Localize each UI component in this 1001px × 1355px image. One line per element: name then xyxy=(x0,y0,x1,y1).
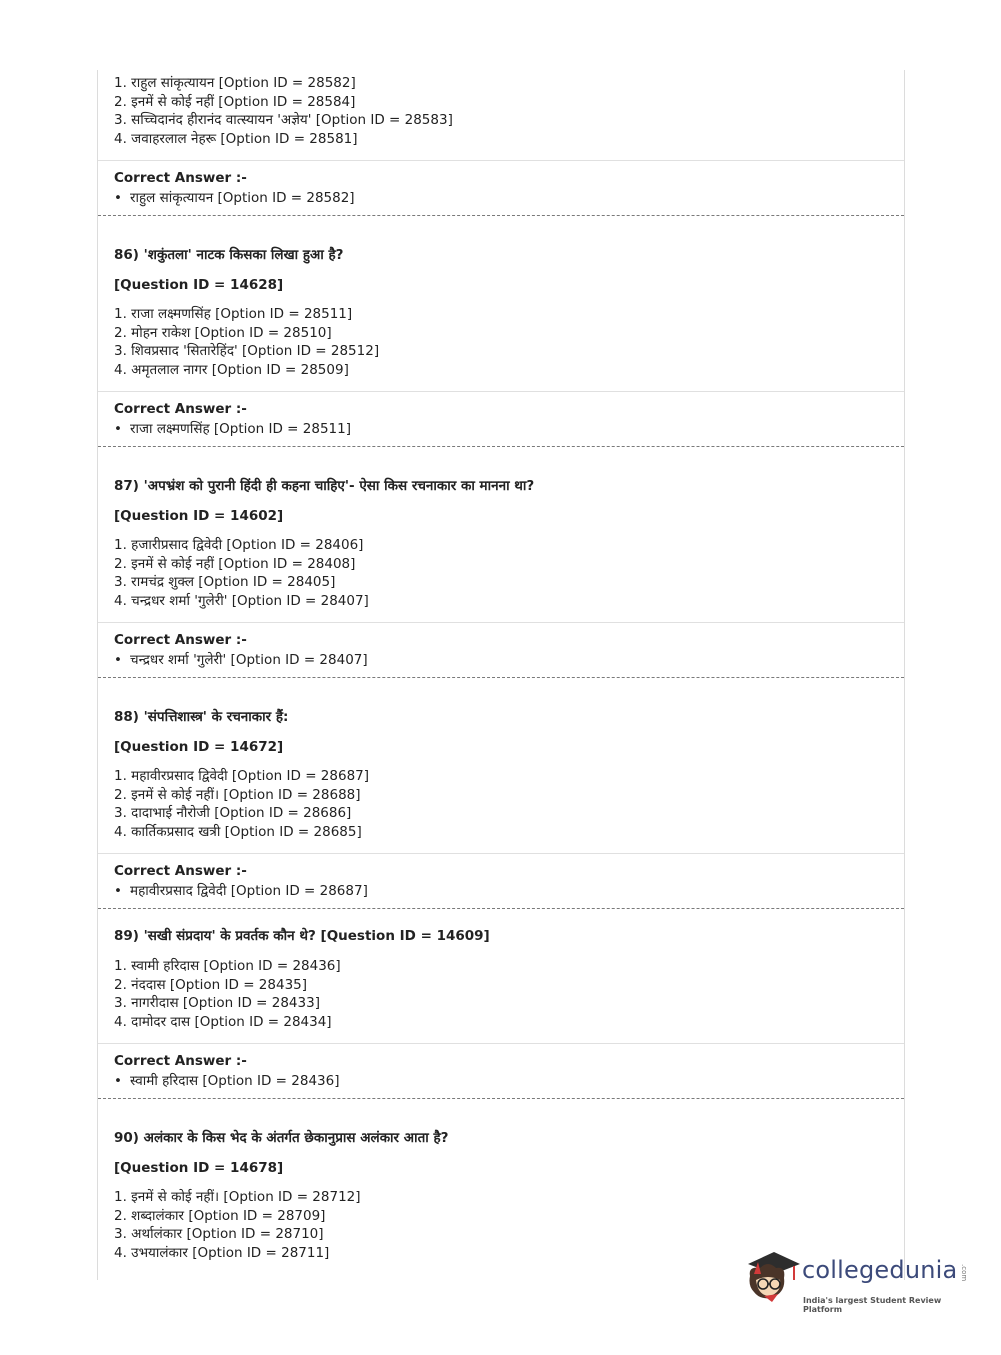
bullet-icon: • xyxy=(114,421,122,437)
option-item: 4. दामोदर दास [Option ID = 28434] xyxy=(114,1013,332,1030)
option-item: 2. इनमें से कोई नहीं [Option ID = 28584] xyxy=(114,93,356,110)
correct-answer-label: Correct Answer :- xyxy=(114,401,247,417)
question-title: 88) 'संपत्तिशास्त्र' के रचनाकार हैं: xyxy=(114,709,289,725)
correct-answer xyxy=(114,882,888,900)
bullet-icon: • xyxy=(114,883,122,899)
question-title: 87) 'अपभ्रंश को पुरानी हिंदी ही कहना चाहिए'- ऐसा किस रचनाकार का मानना था? xyxy=(114,478,535,494)
correct-answer-text: महावीरप्रसाद द्विवेदी [Option ID = 28687] xyxy=(130,883,368,899)
correct-answer-text: राहुल सांकृत्यायन [Option ID = 28582] xyxy=(130,190,355,206)
option-list xyxy=(114,305,888,379)
correct-answer-text: चन्द्रधर शर्मा 'गुलेरी' [Option ID = 28407] xyxy=(130,652,368,668)
option-item: 1. स्वामी हरिदास [Option ID = 28436] xyxy=(114,958,341,974)
option-list xyxy=(114,536,888,610)
option-item: 3. अर्थालंकार [Option ID = 28710] xyxy=(114,1226,324,1242)
correct-answer xyxy=(114,651,888,669)
option-item: 3. शिवप्रसाद 'सितारेहिंद' [Option ID = 28512] xyxy=(114,343,380,359)
correct-answer xyxy=(114,1072,888,1090)
option-item: 4. उभयालंकार [Option ID = 28711] xyxy=(114,1244,330,1261)
correct-answer xyxy=(114,189,888,207)
option-item: 4. अमृतलाल नागर [Option ID = 28509] xyxy=(114,361,349,378)
option-item: 1. इनमें से कोई नहीं। [Option ID = 28712] xyxy=(114,1189,361,1205)
option-item: 2. नंददास [Option ID = 28435] xyxy=(114,976,308,993)
option-item: 3. सच्चिदानंद हीरानंद वात्स्यायन 'अज्ञेय' [Option ID = 28583] xyxy=(114,112,453,128)
option-item: 3. दादाभाई नौरोजी [Option ID = 28686] xyxy=(114,805,352,821)
correct-answer-label: Correct Answer :- xyxy=(114,1053,247,1069)
bullet-icon: • xyxy=(114,1073,122,1089)
correct-answer-text: स्वामी हरिदास [Option ID = 28436] xyxy=(130,1073,340,1089)
correct-answer-text: राजा लक्ष्मणसिंह [Option ID = 28511] xyxy=(130,421,351,437)
option-item: 2. शब्दालंकार [Option ID = 28709] xyxy=(114,1207,326,1224)
document-content xyxy=(98,70,904,1262)
option-item: 4. कार्तिकप्रसाद खत्री [Option ID = 28685] xyxy=(114,823,362,840)
q85-option-list xyxy=(114,74,888,148)
option-item: 1. महावीरप्रसाद द्विवेदी [Option ID = 28687] xyxy=(114,768,370,784)
correct-answer-label: Correct Answer :- xyxy=(114,863,247,879)
question-id: [Question ID = 14678] xyxy=(114,1160,284,1176)
option-list xyxy=(114,767,888,841)
option-item: 2. इनमें से कोई नहीं। [Option ID = 28688] xyxy=(114,786,361,803)
question-title: 86) 'शकुंतला' नाटक किसका लिखा हुआ है? xyxy=(114,247,344,263)
question-title: 90) अलंकार के किस भेद के अंतर्गत छेकानुप्रास अलंकार आता है? xyxy=(114,1130,449,1146)
option-item: 3. रामचंद्र शुक्ल [Option ID = 28405] xyxy=(114,574,336,590)
question-id: [Question ID = 14672] xyxy=(114,739,284,755)
question-id: [Question ID = 14628] xyxy=(114,277,284,293)
option-item: 1. राजा लक्ष्मणसिंह [Option ID = 28511] xyxy=(114,306,353,322)
logo-tagline: India's largest Student Review Platform xyxy=(803,1296,942,1314)
option-item: 3. नागरीदास [Option ID = 28433] xyxy=(114,995,320,1011)
correct-answer xyxy=(114,420,888,438)
option-item: 1. राहुल सांकृत्यायन [Option ID = 28582] xyxy=(114,75,356,91)
document-page xyxy=(97,70,905,1280)
option-item: 2. मोहन राकेश [Option ID = 28510] xyxy=(114,324,332,341)
option-list xyxy=(114,957,888,1031)
logo-wordmark: collegedunia xyxy=(802,1256,958,1284)
option-item: 1. हजारीप्रसाद द्विवेदी [Option ID = 28406] xyxy=(114,537,364,553)
question-id: [Question ID = 14602] xyxy=(114,508,284,524)
option-item: 4. जवाहरलाल नेहरू [Option ID = 28581] xyxy=(114,130,358,147)
question-title: 89) 'सखी संप्रदाय' के प्रवर्तक कौन थे? [Question ID = 14609] xyxy=(114,928,490,944)
correct-answer-label: Correct Answer :- xyxy=(114,170,247,186)
bullet-icon: • xyxy=(114,652,122,668)
mascot-logo-icon xyxy=(742,1246,802,1308)
option-item: 4. चन्द्रधर शर्मा 'गुलेरी' [Option ID = 28407] xyxy=(114,592,369,609)
correct-answer-label: Correct Answer :- xyxy=(114,632,247,648)
option-item: 2. इनमें से कोई नहीं [Option ID = 28408] xyxy=(114,555,356,572)
logo-domain: .com xyxy=(960,1264,968,1282)
bullet-icon: • xyxy=(114,190,122,206)
collegedunia-logo xyxy=(742,1246,972,1316)
